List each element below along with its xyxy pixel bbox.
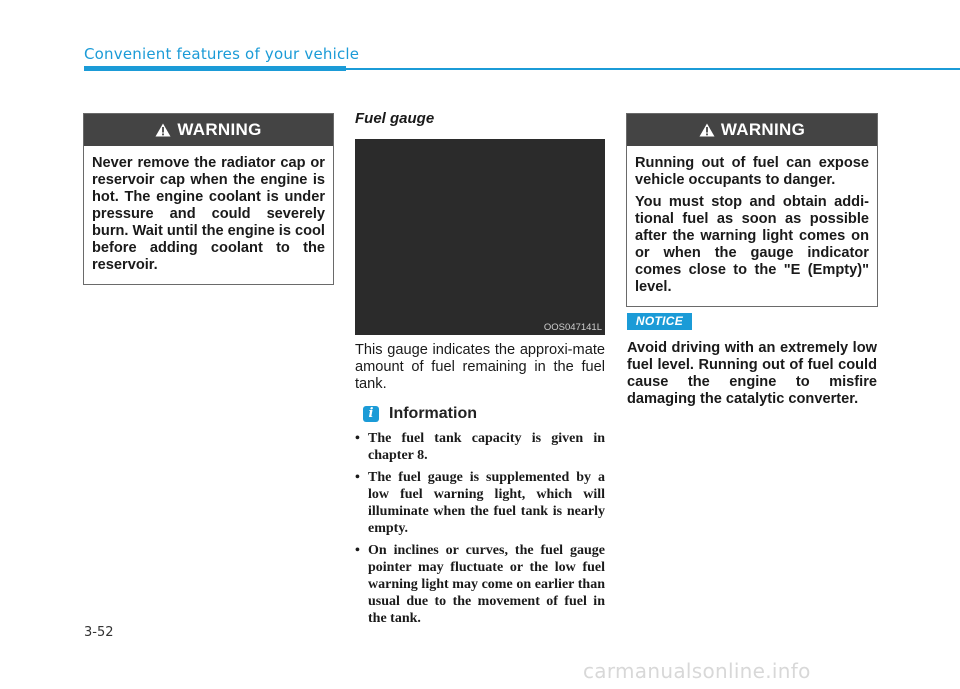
fuel-gauge-description: This gauge indicates the approxi-mate amount of fuel remaining in the fuel tank. (355, 342, 605, 392)
warning-paragraph: You must stop and obtain addi-tional fuel as soon as possible after the warning light comes on or when the gauge indicator comes close to the "E (Empty)" level. (635, 194, 869, 295)
header-rule-thick (84, 66, 346, 71)
watermark: carmanualsonline.info (583, 659, 811, 683)
warning-body (627, 146, 877, 306)
fuel-gauge-title: Fuel gauge (355, 110, 435, 127)
section-header-title: Convenient features of your vehicle (84, 45, 360, 63)
image-code: OOS047141L (543, 322, 602, 333)
page-number: 3-52 (84, 625, 114, 640)
warning-triangle-icon (155, 123, 171, 137)
notice-text: Avoid driving with an extremely low fuel level. Running out of fuel could cause the engine to misfire damaging the catalytic converter. (627, 340, 877, 407)
warning-paragraph: Never remove the radiator cap or reservoir cap when the engine is hot. The engine coolant is under pressure and could severely burn. Wait until the engine is cool before adding coolant to the reservoir. (92, 155, 325, 273)
list-item: • The fuel tank capacity is given in chapter 8. (355, 431, 605, 463)
warning-body (84, 146, 333, 284)
information-heading (363, 405, 477, 423)
warning-triangle-icon (699, 123, 715, 137)
fuel-gauge-photo (355, 139, 605, 335)
info-icon: i (363, 406, 379, 422)
notice-label: NOTICE (627, 313, 692, 330)
bullet-icon: • (355, 543, 360, 558)
header-rule-thin (346, 68, 960, 70)
bullet-icon: • (355, 470, 360, 485)
bullet-icon: • (355, 431, 360, 446)
list-item: • On inclines or curves, the fuel gauge pointer may fluctuate or the low fuel warning light may come on earlier than usual due to the movement of fuel in the tank. (355, 543, 605, 626)
information-list (355, 430, 605, 632)
information-label: Information (389, 405, 477, 422)
warning-box-radiator (83, 113, 334, 285)
warning-paragraph: Running out of fuel can expose vehicle occupants to danger. (635, 155, 869, 188)
warning-box-fuel (626, 113, 878, 307)
warning-header (627, 114, 877, 146)
warning-title: WARNING (177, 120, 262, 139)
warning-header (84, 114, 333, 146)
warning-title: WARNING (720, 120, 806, 139)
list-item: • The fuel gauge is supplemented by a low fuel warning light, which will illuminate when the fuel tank is nearly empty. (355, 470, 605, 536)
